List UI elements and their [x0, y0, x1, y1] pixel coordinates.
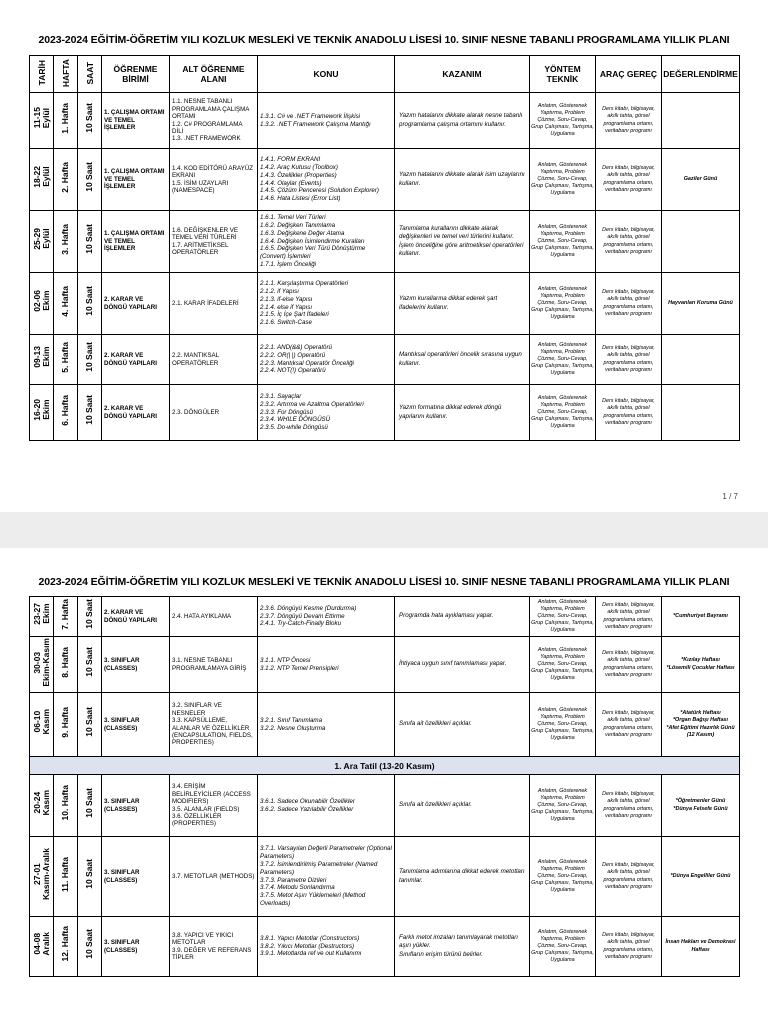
tarih-value: 30-03 Ekim-Kasım	[31, 637, 51, 687]
tarih-value: 06-10 Kasım	[31, 709, 51, 735]
cell-tarih	[30, 775, 54, 837]
ogrenme-birimi-cell: 2. KARAR VE DÖNGÜ YAPILARI	[102, 335, 170, 385]
konu-item: 1.6.5. Değişken Veri Türü Dönüştürme (Convert) İşlemleri	[260, 245, 366, 261]
konu-item: 2.2.4. NOT(!) Operatörü	[260, 367, 326, 375]
cell-saat	[78, 597, 102, 637]
konu-cell	[258, 273, 395, 335]
konu-item: 3.8.2. Yıkıcı Metotlar (Destructors)	[260, 942, 355, 950]
konu-item: 1.7.1. İşlem Önceliği	[260, 261, 317, 269]
arac-cell: Ders kitabı, bilgisayar, akıllı tahta, görsel programlama ortamı, veritabanı programı	[596, 93, 662, 149]
cell-saat	[78, 211, 102, 273]
cell-tarih	[30, 917, 54, 977]
cell-saat	[78, 837, 102, 917]
kazanim-cell: Yazım hatalarını dikkate alarak isim uzaylarını kullanır.	[395, 149, 530, 211]
saat-value: 10 Saat	[84, 162, 95, 192]
header-alt-ogrenme: ALT ÖĞRENME ALANI	[170, 56, 258, 93]
header-yontem: YÖNTEM TEKNİK	[530, 56, 596, 93]
konu-item: 2.3.2. Artırma ve Azaltma Operatörleri	[260, 400, 364, 408]
plan-row	[30, 775, 740, 837]
konu-item: 1.6.2. Değişken Tanımlama	[260, 221, 336, 229]
yontem-cell: Anlatım, Gösterenek Yaptırma, Problem Çözme, Soru-Cevap, Grup Çalışması, Tartışma, Uygulama	[530, 211, 596, 273]
degerlendirme-cell	[662, 385, 740, 441]
ogrenme-birimi-cell: 3. SINIFLAR (CLASSES)	[102, 637, 170, 693]
arac-cell: Ders kitabı, bilgisayar, akıllı tahta, görsel programlama ortamı, veritabanı programı	[596, 597, 662, 637]
konu-item: 3.8.1. Yapıcı Metotlar (Constructors)	[260, 934, 360, 942]
arac-cell: Ders kitabı, bilgisayar, akıllı tahta, görsel programlama ortamı, veritabanı programı	[596, 837, 662, 917]
konu-item: 3.7.2. İsimlendirilmiş Parametreler (Named Parameters)	[260, 860, 378, 876]
alt-ogrenme-cell: 3.7. METOTLAR (METHODS)	[170, 837, 258, 917]
konu-item: 2.3.6. Döngüyü Kesme (Durdurma)	[260, 604, 357, 612]
cell-hafta	[54, 211, 78, 273]
ogrenme-birimi-cell: 2. KARAR VE DÖNGÜ YAPILARI	[102, 597, 170, 637]
hafta-value: 7. Hafta	[60, 598, 71, 630]
konu-item: 1.6.3. Değişkene Değer Atama	[260, 229, 345, 237]
cell-tarih	[30, 637, 54, 693]
tarih-value: 27-01 Kasım-Aralık	[31, 848, 51, 900]
ogrenme-birimi-cell: 3. SINIFLAR (CLASSES)	[102, 775, 170, 837]
hafta-value: 8. Hafta	[60, 646, 71, 678]
cell-saat	[78, 693, 102, 757]
arac-cell: Ders kitabı, bilgisayar, akıllı tahta, görsel programlama ortamı, veritabanı programı	[596, 149, 662, 211]
kazanim-cell: Sınıfa ait özellikleri açıklar.	[395, 775, 530, 837]
hafta-value: 12. Hafta	[60, 926, 71, 962]
cell-hafta	[54, 385, 78, 441]
kazanim-cell: İhtiyaca uygun sınıf tanımlaması yapar.	[395, 637, 530, 693]
alt-ogrenme-cell: 2.3. DÖNGÜLER	[170, 385, 258, 441]
plan-row	[30, 149, 740, 211]
alt-ogrenme-cell: 3.2. SINIFLAR VE NESNELER 3.3. KAPSÜLLEME, ALANLAR VE ÖZELLİKLER (ENCAPSULATION, FIELDS, PROPERTIES)	[170, 693, 258, 757]
saat-value: 10 Saat	[84, 103, 95, 133]
yearly-plan-table	[29, 55, 740, 441]
hafta-value: 3. Hafta	[60, 223, 71, 255]
header-saat: SAAT	[84, 61, 95, 85]
konu-item: 2.3.3. For Döngüsü	[260, 408, 313, 416]
cell-saat	[78, 335, 102, 385]
cell-tarih	[30, 93, 54, 149]
page-indicator: 1 / 7	[722, 492, 738, 501]
yontem-cell: Anlatım, Gösterenek Yaptırma, Problem Çözme, Soru-Cevap, Grup Çalışması, Tartışma, Uygulama	[530, 637, 596, 693]
alt-ogrenme-cell: 1.6. DEĞİŞKENLER VE TEMEL VERİ TÜRLERİ 1.7. ARİTMETİKSEL OPERATÖRLER	[170, 211, 258, 273]
degerlendirme-cell	[662, 335, 740, 385]
saat-value: 10 Saat	[84, 929, 95, 959]
cell-tarih	[30, 385, 54, 441]
ogrenme-birimi-cell: 1. ÇALIŞMA ORTAMI VE TEMEL İŞLEMLER	[102, 149, 170, 211]
saat-value: 10 Saat	[84, 788, 95, 818]
degerlendirme-cell: *Öğretmenler Günü *Dünya Felsefe Günü	[662, 775, 740, 837]
yontem-cell: Anlatım, Gösterenek Yaptırma, Problem Çözme, Soru-Cevap, Grup Çalışması, Tartışma, Uygulama	[530, 837, 596, 917]
konu-item: 1.4.6. Hata Listesi (Error List)	[260, 195, 341, 203]
cell-saat	[78, 93, 102, 149]
arac-cell: Ders kitabı, bilgisayar, akıllı tahta, görsel programlama ortamı, veritabanı programı	[596, 917, 662, 977]
page-2	[0, 548, 768, 1024]
tarih-value: 11-15 Eylül	[31, 107, 51, 129]
tarih-value: 25-29 Eylül	[31, 228, 51, 250]
konu-cell	[258, 693, 395, 757]
kazanim-cell: Tanımlama adımlarına dikkat ederek metotları tanımlar.	[395, 837, 530, 917]
konu-item: 1.6.4. Değişken İsimlendirme Kuralları	[260, 237, 365, 245]
yontem-cell: Anlatım, Gösterenek Yaptırma, Problem Çözme, Soru-Cevap, Grup Çalışması, Tartışma, Uygulama	[530, 335, 596, 385]
degerlendirme-cell: *Kızılay Haftası *Lösemili Çocuklar Haftası	[662, 637, 740, 693]
hafta-value: 2. Hafta	[60, 161, 71, 193]
kazanim-cell: Tanımlama kurallarını dikkate alarak değişkenleri ve temel veri türlerini kullanır. İşlem önceliğine göre aritmetiksel operatörleri kullanır.	[395, 211, 530, 273]
ogrenme-birimi-cell: 2. KARAR VE DÖNGÜ YAPILARI	[102, 385, 170, 441]
hafta-value: 11. Hafta	[60, 856, 71, 892]
konu-cell	[258, 149, 395, 211]
plan-row	[30, 211, 740, 273]
degerlendirme-cell: *Atatürk Haftası *Organ Bağışı Haftası *Afet Eğitimi Hazırlık Günü (12 Kasım)	[662, 693, 740, 757]
cell-tarih	[30, 837, 54, 917]
header-tarih: TARİH	[36, 60, 47, 86]
hafta-value: 10. Hafta	[60, 785, 71, 821]
konu-item: 3.2.2. Nesne Oluşturma	[260, 724, 326, 732]
yearly-plan-table-continued	[29, 596, 740, 977]
page-2-body	[30, 597, 740, 757]
arac-cell: Ders kitabı, bilgisayar, akıllı tahta, görsel programlama ortamı, veritabanı programı	[596, 637, 662, 693]
konu-item: 3.2.1. Sınıf Tanımlama	[260, 716, 323, 724]
saat-value: 10 Saat	[84, 224, 95, 254]
alt-ogrenme-cell: 3.4. ERİŞİM BELİRLEYİCİLER (ACCESS MODIFIERS) 3.5. ALANLAR (FIELDS) 3.6. ÖZELLİKLER (PROPERTIES)	[170, 775, 258, 837]
cell-saat	[78, 775, 102, 837]
tarih-value: 02-06 Ekim	[31, 290, 51, 312]
arac-cell: Ders kitabı, bilgisayar, akıllı tahta, görsel programlama ortamı, veritabanı programı	[596, 775, 662, 837]
plan-row	[30, 385, 740, 441]
holiday-row	[30, 757, 740, 775]
cell-saat	[78, 149, 102, 211]
konu-cell	[258, 775, 395, 837]
konu-item: 2.2.3. Mantıksal Operatör Önceliği	[260, 359, 354, 367]
alt-ogrenme-cell: 2.4. HATA AYIKLAMA	[170, 597, 258, 637]
header-arac: ARAÇ GEREÇ	[596, 56, 662, 93]
page-separator	[0, 512, 768, 548]
degerlendirme-cell: Hayvanları Koruma Günü	[662, 273, 740, 335]
cell-tarih	[30, 597, 54, 637]
ogrenme-birimi-cell: 1. ÇALIŞMA ORTAMI VE TEMEL İŞLEMLER	[102, 211, 170, 273]
konu-cell	[258, 837, 395, 917]
konu-item: 2.1.2. if Yapısı	[260, 287, 299, 295]
konu-cell	[258, 597, 395, 637]
cell-saat	[78, 917, 102, 977]
cell-hafta	[54, 837, 78, 917]
degerlendirme-cell: İnsan Hakları ve Demokrasi Haftası	[662, 917, 740, 977]
konu-item: 2.1.1. Karşılaştırma Operatörleri	[260, 279, 349, 287]
konu-item: 3.7.3. Parametre Dizileri	[260, 876, 327, 884]
konu-item: 2.3.7. Döngüyü Devam Ettirme	[260, 612, 345, 620]
alt-ogrenme-cell: 1.1. NESNE TABANLI PROGRAMLAMA ÇALIŞMA ORTAMI 1.2. C# PROGRAMLAMA DİLİ 1.3. .NET FRAMEWORK	[170, 93, 258, 149]
ogrenme-birimi-cell: 3. SINIFLAR (CLASSES)	[102, 693, 170, 757]
konu-cell	[258, 335, 395, 385]
plan-row	[30, 637, 740, 693]
konu-item: 2.4.1. Try-Catch-Finally Bloku	[260, 620, 342, 628]
konu-item: 2.1.4. else if Yapısı	[260, 303, 313, 311]
saat-value: 10 Saat	[84, 342, 95, 372]
cell-tarih	[30, 273, 54, 335]
hafta-value: 5. Hafta	[60, 341, 71, 373]
plan-row	[30, 335, 740, 385]
header-kazanim: KAZANIM	[395, 56, 530, 93]
arac-cell: Ders kitabı, bilgisayar, akıllı tahta, görsel programlama ortamı, veritabanı programı	[596, 693, 662, 757]
holiday-label: 1. Ara Tatil (13-20 Kasım)	[30, 757, 740, 775]
ogrenme-birimi-cell: 3. SINIFLAR (CLASSES)	[102, 917, 170, 977]
konu-item: 3.7.1. Varsayılan Değerli Parametreler (Optional Parameters)	[260, 844, 392, 860]
header-ogrenme-birimi: ÖĞRENME BİRİMİ	[102, 56, 170, 93]
konu-item: 2.2.1. AND(&&) Operatörü	[260, 343, 332, 351]
konu-item: 1.6.1. Temel Veri Türleri	[260, 213, 326, 221]
cell-hafta	[54, 335, 78, 385]
cell-hafta	[54, 637, 78, 693]
ogrenme-birimi-cell: 1. ÇALIŞMA ORTAMI VE TEMEL İŞLEMLER	[102, 93, 170, 149]
saat-value: 10 Saat	[84, 599, 95, 629]
yontem-cell: Anlatım, Gösterenek Yaptırma, Problem Çözme, Soru-Cevap, Grup Çalışması, Tartışma, Uygulama	[530, 273, 596, 335]
alt-ogrenme-cell: 2.1. KARAR İFADELERİ	[170, 273, 258, 335]
header-hafta: HAFTA	[60, 58, 71, 88]
ogrenme-birimi-cell: 2. KARAR VE DÖNGÜ YAPILARI	[102, 273, 170, 335]
cell-tarih	[30, 149, 54, 211]
ogrenme-birimi-cell: 3. SINIFLAR (CLASSES)	[102, 837, 170, 917]
saat-value: 10 Saat	[84, 395, 95, 425]
saat-value: 10 Saat	[84, 286, 95, 316]
yontem-cell: Anlatım, Gösterenek Yaptırma, Problem Çözme, Soru-Cevap, Grup Çalışması, Tartışma, Uygulama	[530, 917, 596, 977]
document-title: 2023-2024 EĞİTİM-ÖĞRETİM YILI KOZLUK MESLEKİ VE TEKNİK ANADOLU LİSESİ 10. SINIF NESNE TABANLI PROGRAMLAMA YILLIK PLANI	[38, 34, 730, 46]
konu-item: 1.4.2. Araç Kutusu (Toolbox)	[260, 163, 338, 171]
konu-item: 1.3.2. .NET Framework Çalışma Mantığı	[260, 120, 371, 128]
yontem-cell: Anlatım, Gösterenek Yaptırma, Problem Çözme, Soru-Cevap, Grup Çalışması, Tartışma, Uygulama	[530, 385, 596, 441]
cell-saat	[78, 273, 102, 335]
tarih-value: 23-27 Ekim	[31, 603, 51, 625]
plan-row	[30, 93, 740, 149]
konu-item: 2.1.6. Switch-Case	[260, 319, 312, 327]
konu-cell	[258, 637, 395, 693]
degerlendirme-cell: *Cumhuriyet Bayramı	[662, 597, 740, 637]
konu-cell	[258, 385, 395, 441]
alt-ogrenme-cell: 3.8. YAPICI VE YIKICI METOTLAR 3.9. DEĞER VE REFERANS TİPLER	[170, 917, 258, 977]
tarih-value: 09-13 Ekim	[31, 346, 51, 368]
konu-item: 2.2.2. OR(| |) Operatörü	[260, 351, 326, 359]
tarih-value: 04-08 Aralık	[31, 932, 51, 956]
konu-cell	[258, 917, 395, 977]
arac-cell: Ders kitabı, bilgisayar, akıllı tahta, görsel programlama ortamı, veritabanı programı	[596, 273, 662, 335]
yontem-cell: Anlatım, Gösterenek Yaptırma, Problem Çözme, Soru-Cevap, Grup Çalışması, Tartışma, Uygulama	[530, 93, 596, 149]
degerlendirme-cell: Gaziler Günü	[662, 149, 740, 211]
cell-saat	[78, 637, 102, 693]
konu-item: 3.7.5. Metot Aşırı Yüklemeleri (Method Overloads)	[260, 892, 366, 908]
header-konu: KONU	[258, 56, 395, 93]
arac-cell: Ders kitabı, bilgisayar, akıllı tahta, görsel programlama ortamı, veritabanı programı	[596, 385, 662, 441]
konu-item: 1.4.3. Özellikler (Properties)	[260, 171, 337, 179]
konu-item: 1.4.4. Olaylar (Events)	[260, 179, 322, 187]
yontem-cell: Anlatım, Gösterenek Yaptırma, Problem Çözme, Soru-Cevap, Grup Çalışması, Tartışma, Uygulama	[530, 775, 596, 837]
kazanim-cell: Sınıfa ait özellikleri açıklar.	[395, 693, 530, 757]
hafta-value: 4. Hafta	[60, 285, 71, 317]
cell-saat	[78, 385, 102, 441]
plan-row	[30, 273, 740, 335]
kazanim-cell: Yazım kurallarına dikkat ederek şart ifadelerini kullanır.	[395, 273, 530, 335]
konu-item: 2.1.3. if-else Yapısı	[260, 295, 313, 303]
konu-item: 1.3.1. C# ve .NET Framework İlişkisi	[260, 112, 361, 120]
kazanim-cell: Farklı metot imzaları tanımlayarak metotları aşırı yükler. Sınıfların erişim türünü belirler.	[395, 917, 530, 977]
cell-tarih	[30, 693, 54, 757]
cell-hafta	[54, 693, 78, 757]
konu-item: 3.6.2. Sadece Yazılabilir Özellikler	[260, 805, 354, 813]
page-2-body-after-holiday	[30, 775, 740, 977]
kazanim-cell: Yazım hatalarını dikkate alarak nesne tabanlı programlama çalışma ortamını kullanır.	[395, 93, 530, 149]
konu-cell	[258, 93, 395, 149]
konu-item: 1.4.5. Çözüm Penceresi (Solution Explorer)	[260, 187, 379, 195]
konu-item: 2.3.4. WHILE DÖNGÜSÜ	[260, 416, 331, 424]
cell-hafta	[54, 149, 78, 211]
degerlendirme-cell	[662, 93, 740, 149]
yontem-cell: Anlatım, Gösterenek Yaptırma, Problem Çözme, Soru-Cevap, Grup Çalışması, Tartışma, Uygulama	[530, 693, 596, 757]
cell-hafta	[54, 597, 78, 637]
konu-cell	[258, 211, 395, 273]
alt-ogrenme-cell: 3.1. NESNE TABANLI PROGRAMLAMAYA GİRİŞ	[170, 637, 258, 693]
arac-cell: Ders kitabı, bilgisayar, akıllı tahta, görsel programlama ortamı, veritabanı programı	[596, 211, 662, 273]
kazanim-cell: Yazım formatına dikkat ederek döngü yapılarını kullanır.	[395, 385, 530, 441]
saat-value: 10 Saat	[84, 859, 95, 889]
alt-ogrenme-cell: 1.4. KOD EDİTÖRÜ ARAYÜZ EKRANI 1.5. İSİM UZAYLARI (NAMESPACE)	[170, 149, 258, 211]
page-1-body	[30, 93, 740, 441]
saat-value: 10 Saat	[84, 647, 95, 677]
cell-hafta	[54, 917, 78, 977]
header-degerlendirme: DEĞERLENDİRME	[662, 56, 740, 93]
konu-item: 3.7.4. Metodu Sonlandırma	[260, 884, 335, 892]
cell-hafta	[54, 775, 78, 837]
document-title: 2023-2024 EĞİTİM-ÖĞRETİM YILI KOZLUK MESLEKİ VE TEKNİK ANADOLU LİSESİ 10. SINIF NESNE TABANLI PROGRAMLAMA YILLIK PLANI	[38, 576, 730, 588]
saat-value: 10 Saat	[84, 707, 95, 737]
plan-row	[30, 693, 740, 757]
cell-hafta	[54, 273, 78, 335]
plan-row	[30, 837, 740, 917]
cell-tarih	[30, 211, 54, 273]
tarih-value: 16-20 Ekim	[31, 399, 51, 421]
tarih-value: 18-22 Eylül	[31, 166, 51, 188]
tarih-value: 20-24 Kasım	[31, 790, 51, 816]
degerlendirme-cell	[662, 211, 740, 273]
konu-item: 2.1.5. İç İçe Şart İfadeleri	[260, 311, 329, 319]
yontem-cell: Anlatım, Gösterenek Yaptırma, Problem Çözme, Soru-Cevap, Grup Çalışması, Tartışma, Uygulama	[530, 149, 596, 211]
kazanim-cell: Mantıksal operatörleri öncelik sırasına uygun kullanır.	[395, 335, 530, 385]
kazanim-cell: Programda hata ayıklaması yapar.	[395, 597, 530, 637]
hafta-value: 6. Hafta	[60, 394, 71, 426]
alt-ogrenme-cell: 2.2. MANTIKSAL OPERATÖRLER	[170, 335, 258, 385]
konu-item: 3.6.1. Sadece Okunabilir Özellikler	[260, 797, 355, 805]
konu-item: 2.3.5. Do-while Döngüsü	[260, 424, 328, 432]
hafta-value: 9. Hafta	[60, 706, 71, 738]
plan-row	[30, 597, 740, 637]
cell-tarih	[30, 335, 54, 385]
yontem-cell: Anlatım, Gösterenek Yaptırma, Problem Çözme, Soru-Cevap, Grup Çalışması, Tartışma, Uygulama	[530, 597, 596, 637]
header-row	[30, 56, 740, 93]
konu-item: 3.1.2. NTP Temel Prensipleri	[260, 664, 339, 672]
konu-item: 3.9.1. Metotlarda ref ve out Kullanımı	[260, 950, 362, 958]
konu-item: 3.1.1. NTP Öncesi	[260, 656, 311, 664]
cell-hafta	[54, 93, 78, 149]
hafta-value: 1. Hafta	[60, 102, 71, 134]
arac-cell: Ders kitabı, bilgisayar, akıllı tahta, görsel programlama ortamı, veritabanı programı	[596, 335, 662, 385]
degerlendirme-cell: *Dünya Engelliler Günü	[662, 837, 740, 917]
plan-row	[30, 917, 740, 977]
konu-item: 1.4.1. FORM EKRANI	[260, 155, 321, 163]
konu-item: 2.3.1. Sayaçlar	[260, 392, 302, 400]
